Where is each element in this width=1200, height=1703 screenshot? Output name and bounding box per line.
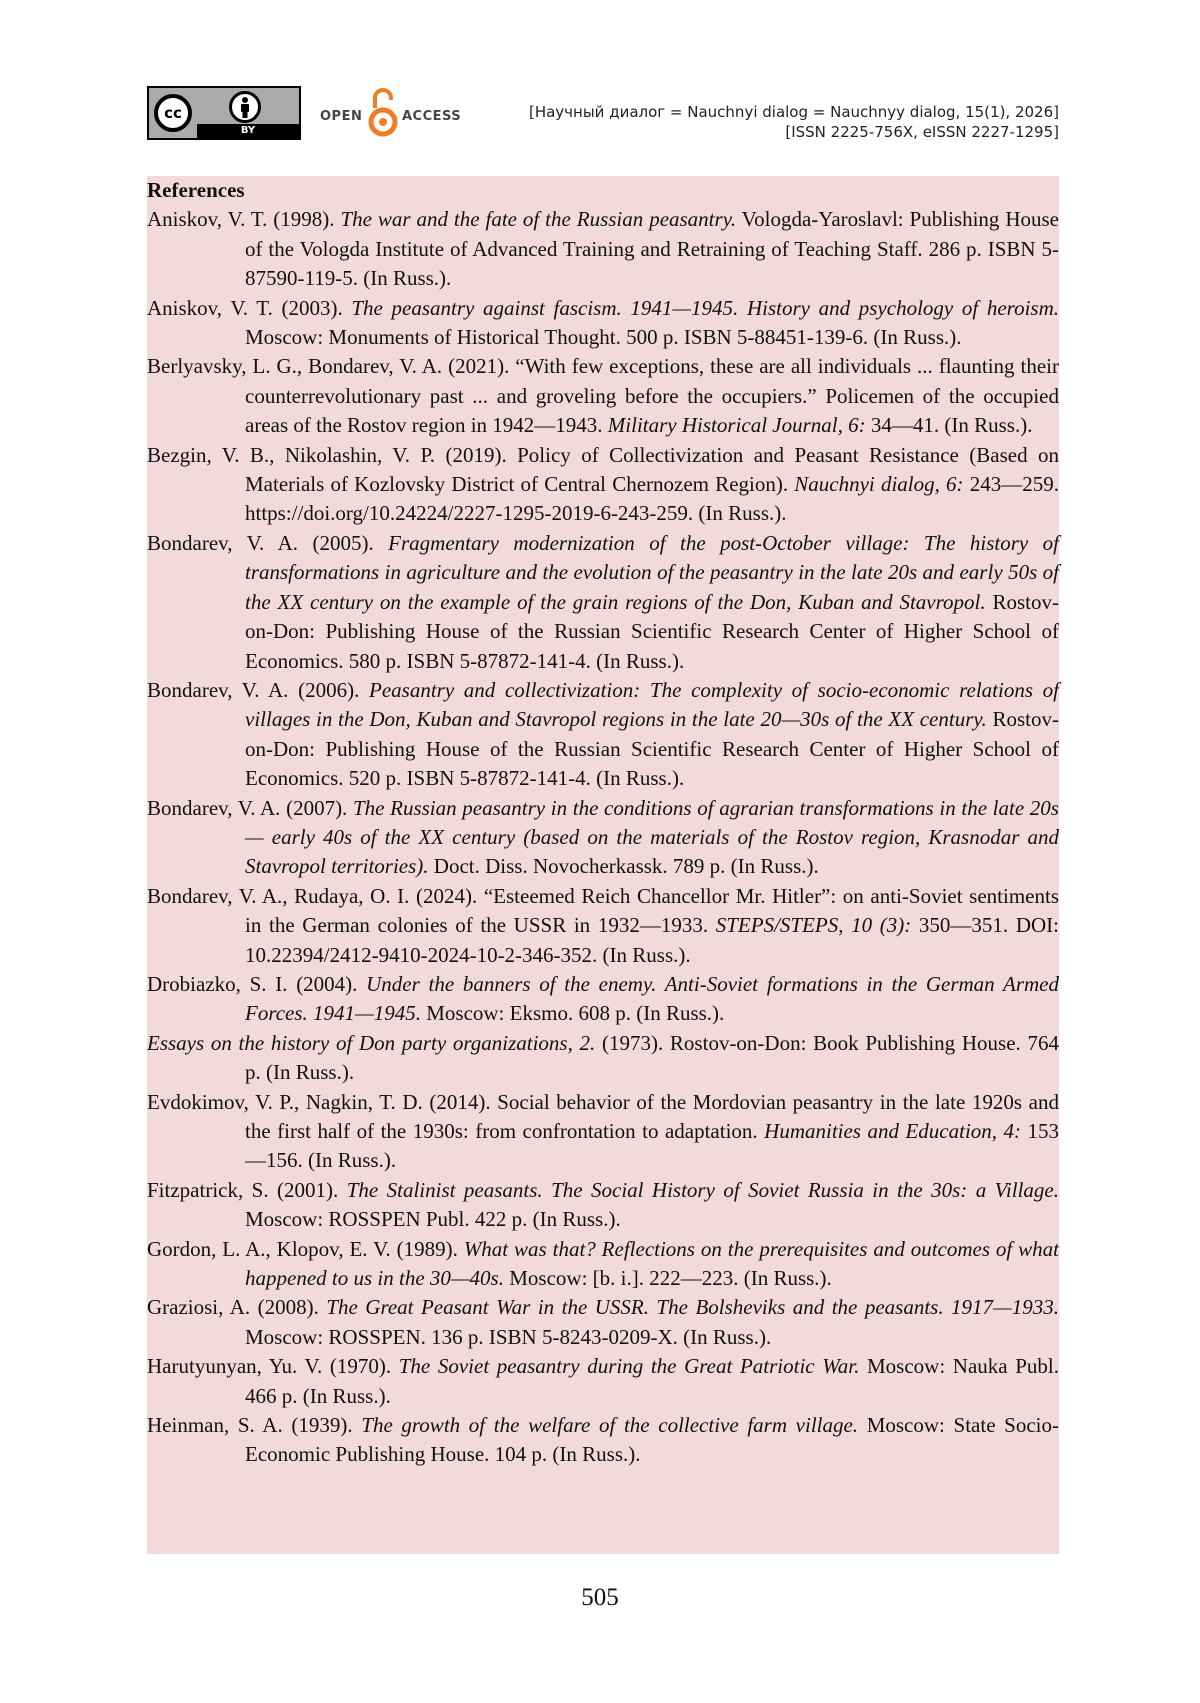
reference-text: Bondarev, V. A. (2005).	[147, 530, 389, 555]
reference-text: Aniskov, V. T. (1998).	[147, 207, 341, 232]
open-access-left-text: OPEN	[320, 109, 363, 124]
reference-entry	[147, 1088, 1059, 1176]
reference-title: The peasantry against fascism. 1941—1945. History and psychology of heroism.	[351, 295, 1060, 320]
reference-title: The Soviet peasantry during the Great Patriotic War.	[398, 1354, 860, 1379]
reference-details: Moscow: [b. i.]. 222—223. (In Russ.).	[503, 1266, 832, 1291]
reference-text: Bondarev, V. A., Rudaya, O. I. (2024). “Esteemed Reich Chancellor Mr. Hitler”: on anti-Soviet sentiments in the German colonies of the USSR in 1932—1933.	[147, 883, 1059, 938]
reference-details: Moscow: Eksmo. 608 p. (In Russ.).	[420, 1001, 725, 1026]
reference-details: Moscow: ROSSPEN. 136 p. ISBN 5-8243-0209-X. (In Russ.).	[245, 1324, 772, 1349]
reference-text: Gordon, L. A., Klopov, E. V. (1989).	[147, 1236, 464, 1261]
reference-text: Heinman, S. A. (1939).	[147, 1413, 362, 1438]
person-icon	[229, 91, 261, 123]
reference-entry	[147, 970, 1059, 1029]
reference-text: Harutyunyan, Yu. V. (1970).	[147, 1354, 399, 1379]
reference-details: Moscow: Nauka Publ. 466 p. (In Russ.).	[245, 1354, 1059, 1408]
reference-title: Fragmentary modernization of the post-October village: The history of transformations in agriculture and the evolution of the peasantry in the late 20s and early 50s of the XX century on the example of the grain regions of the Don, Kuban and Stavropol.	[245, 530, 1059, 614]
reference-details: Rostov-on-Don: Publishing House of the Russian Scientific Research Center of Higher School of Economics. 520 p. ISBN 5-87872-141-4. (In Russ.).	[245, 707, 1059, 791]
reference-title: Humanities and Education, 4:	[764, 1119, 1022, 1143]
reference-text: Aniskov, V. T. (2003).	[147, 295, 352, 320]
reference-title: The Russian peasantry in the conditions of agrarian transformations in the late 20s — early 40s of the XX century (based on the materials of the Rostov region, Krasnodar and Stavropol territories).	[245, 795, 1059, 879]
cc-by-license-badge[interactable]	[147, 86, 301, 140]
open-access-lock-icon	[367, 86, 399, 138]
reference-entry	[147, 882, 1059, 970]
references-heading: References	[147, 178, 245, 202]
open-access-right-text: ACCESS	[402, 109, 462, 124]
reference-entry	[147, 1293, 1059, 1352]
reference-title: What was that? Reflections on the prerequisites and outcomes of what happened to us in the 30—40s.	[245, 1236, 1060, 1291]
reference-entry	[147, 441, 1059, 529]
reference-details: 350—351. DOI: 10.22394/2412-9410-2024-10-2-346-352. (In Russ.).	[245, 913, 1059, 967]
issn-line: [ISSN 2225-756X, eISSN 2227-1295]	[785, 123, 1059, 141]
reference-entry	[147, 529, 1059, 676]
reference-entry	[147, 1411, 1059, 1470]
reference-title: The growth of the welfare of the collective farm village.	[361, 1413, 859, 1438]
reference-entry	[147, 294, 1059, 353]
reference-text: Bezgin, V. B., Nikolashin, V. P. (2019). Policy of Collectivization and Peasant Resistance (Based on Materials of Kozlovsky District of Central Chernozem Region).	[147, 442, 1059, 497]
reference-entry	[147, 352, 1059, 440]
reference-title: Nauchnyi dialog, 6:	[794, 472, 964, 497]
reference-details: Moscow: ROSSPEN Publ. 422 p. (In Russ.).	[245, 1207, 621, 1232]
reference-details: 153—156. (In Russ.).	[245, 1119, 1060, 1173]
reference-entry	[147, 676, 1059, 794]
reference-text: Bondarev, V. A. (2007).	[147, 795, 353, 820]
reference-title: Essays on the history of Don party organizations, 2.	[147, 1030, 596, 1055]
reference-details: 34—41. (In Russ.).	[865, 413, 1033, 438]
cc-icon: cc	[154, 94, 192, 132]
reference-title: STEPS/STEPS, 10 (3):	[715, 913, 912, 938]
reference-details: (1973). Rostov-on-Don: Book Publishing House. 764 p. (In Russ.).	[245, 1030, 1059, 1085]
journal-info	[529, 102, 1059, 142]
reference-title: The Stalinist peasants. The Social History of Soviet Russia in the 30s: a Village.	[346, 1177, 1059, 1202]
reference-details: Moscow: State Socio-Economic Publishing House. 104 p. (In Russ.).	[245, 1413, 1059, 1467]
reference-entry	[147, 205, 1059, 293]
reference-entry	[147, 1029, 1059, 1088]
reference-text: Graziosi, A. (2008).	[147, 1295, 327, 1320]
reference-details: Rostov-on-Don: Publishing House of the Russian Scientific Research Center of Higher School of Economics. 580 p. ISBN 5-87872-141-4. (In Russ.).	[245, 589, 1059, 673]
reference-entry	[147, 794, 1059, 882]
reference-details: Moscow: Monuments of Historical Thought. 500 p. ISBN 5-88451-139-6. (In Russ.).	[245, 325, 962, 350]
reference-details: Vologda-Yaroslavl: Publishing House of the Vologda Institute of Advanced Training and Retraining of Teaching Staff. 286 p. ISBN 5-87590-119-5. (In Russ.).	[245, 207, 1059, 291]
reference-text: Bondarev, V. A. (2006).	[147, 677, 369, 702]
reference-title: The Great Peasant War in the USSR. The Bolsheviks and the peasants. 1917—1933.	[326, 1295, 1059, 1320]
reference-title: Peasantry and collectivization: The complexity of socio-economic relations of villages in the Don, Kuban and Stavropol regions in the late 20—30s of the XX century.	[245, 677, 1060, 732]
reference-text: Evdokimov, V. P., Nagkin, T. D. (2014). Social behavior of the Mordovian peasantry in the late 1920s and the first half of the 1930s: from confrontation to adaptation.	[147, 1089, 1059, 1143]
reference-entry	[147, 1352, 1059, 1411]
page-number: 505	[581, 1584, 619, 1611]
journal-citation-line: [Научный диалог = Nauchnyi dialog = Nauchnyy dialog, 15(1), 2026]	[528, 103, 1059, 121]
reference-text: Drobiazko, S. I. (2004).	[147, 971, 367, 996]
reference-title: Under the banners of the enemy. Anti-Soviet formations in the German Armed Forces. 1941—1945.	[245, 971, 1059, 1026]
reference-list	[147, 205, 1059, 1469]
page-header	[147, 86, 1059, 144]
reference-details: 243—259. https://doi.org/10.24224/2227-1295-2019-6-243-259. (In Russ.).	[245, 472, 1059, 526]
reference-title: Military Historical Journal, 6:	[607, 413, 866, 438]
reference-text: Fitzpatrick, S. (2001).	[147, 1177, 347, 1202]
license-badge-label: BY	[197, 124, 299, 138]
reference-entry	[147, 1235, 1059, 1294]
open-access-logo	[320, 86, 460, 140]
reference-details: Doct. Diss. Novocherkassk. 789 p. (In Russ.).	[428, 854, 819, 879]
reference-text: Berlyavsky, L. G., Bondarev, V. A. (2021). “With few exceptions, these are all individuals ... flaunting their counterrevolutionary past ... and groveling before the occupiers.” Policemen of the occupied areas of the Rostov region in 1942—1943.	[147, 354, 1059, 438]
reference-entry	[147, 1176, 1059, 1235]
reference-title: The war and the fate of the Russian peasantry.	[340, 207, 737, 232]
references-section	[147, 176, 1059, 1554]
